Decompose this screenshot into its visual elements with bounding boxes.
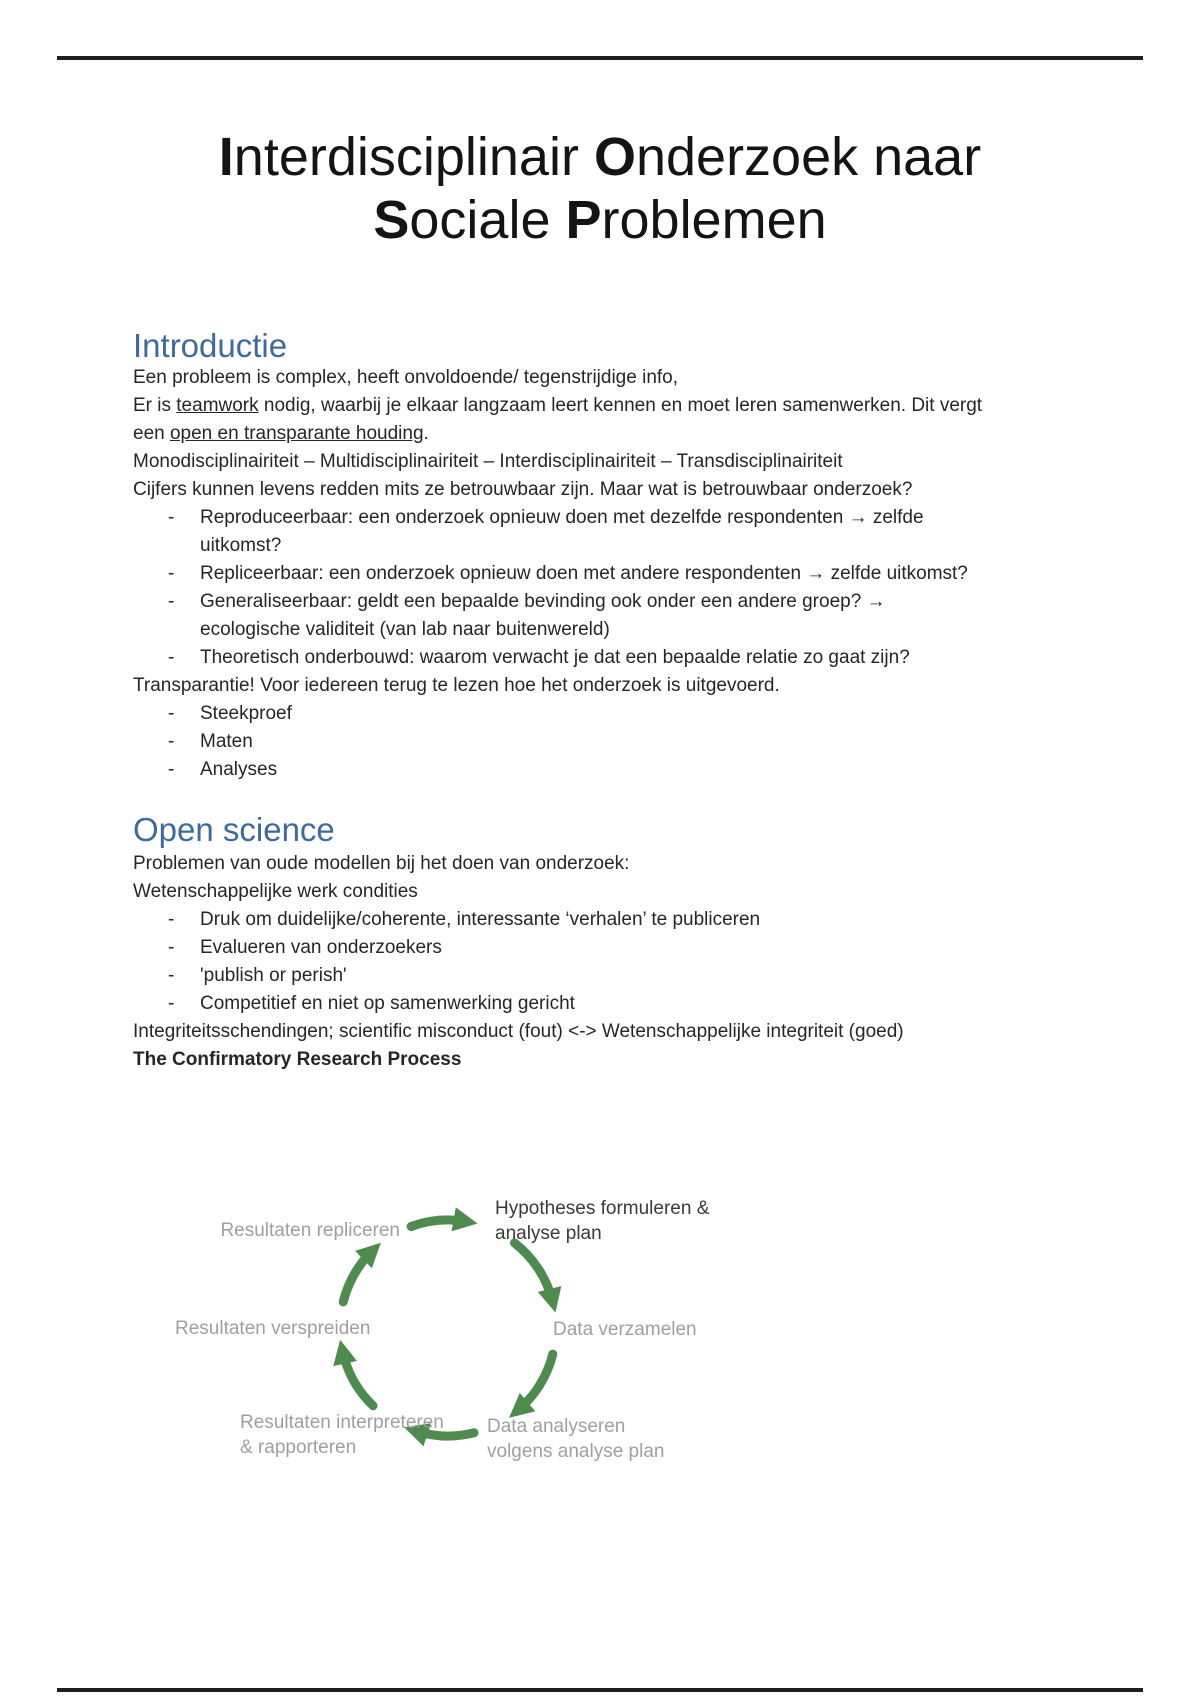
list-item-text: Maten	[200, 731, 253, 752]
list-item-text: Theoretisch onderbouwd: waarom verwacht je dat een bepaalde relatie zo gaat zijn?	[200, 647, 910, 668]
bullet-marker: -	[168, 731, 175, 752]
section-heading-open-science: Open science	[133, 811, 335, 848]
paragraph-transparantie: Transparantie! Voor iedereen terug te lezen hoe het onderzoek is uitgevoerd.	[133, 675, 780, 696]
paragraph-disciplinariteit: Monodisciplinairiteit – Multidisciplinairiteit – Interdisciplinairiteit – Transdisciplinairiteit	[133, 451, 843, 472]
bullet-list-transparantie	[133, 700, 1083, 784]
list-item-text: ecologische validiteit (van lab naar buitenwereld)	[200, 619, 610, 640]
bullet-marker: -	[168, 965, 175, 986]
list-item-text: Generaliseerbaar: geldt een bepaalde bevinding ook onder een andere groep? →	[200, 591, 886, 612]
list-item-text: Repliceerbaar: een onderzoek opnieuw doen met andere respondenten → zelfde uitkomst?	[200, 563, 968, 584]
bullet-marker: -	[168, 703, 175, 724]
list-item	[133, 700, 1083, 728]
list-item	[133, 990, 1083, 1018]
bullet-marker: -	[168, 937, 175, 958]
label-line: analyse plan	[495, 1223, 602, 1244]
list-item	[133, 906, 1083, 934]
paragraph-teamwork	[133, 392, 1083, 448]
paragraph-cijfers: Cijfers kunnen levens redden mits ze betrouwbaar zijn. Maar wat is betrouwbaar onderzoek?	[133, 479, 913, 500]
list-item-text: uitkomst?	[200, 535, 282, 556]
title-text: roblemen	[601, 190, 827, 250]
label-line: Hypotheses formuleren &	[495, 1198, 710, 1219]
underlined-text: open en transparante houding	[169, 423, 424, 444]
list-item	[133, 728, 1083, 756]
cycle-label-resultaten-verspreiden: Resultaten verspreiden	[175, 1318, 371, 1339]
list-item-text: 'publish or perish'	[200, 965, 347, 986]
arrow-left-lower	[342, 1351, 373, 1406]
label-line: Data analyseren	[487, 1416, 626, 1437]
title-line-2	[0, 189, 1200, 252]
paragraph-werkcondities: Wetenschappelijke werk condities	[133, 881, 418, 902]
bullet-marker: -	[168, 759, 175, 780]
bullet-marker: -	[168, 563, 175, 584]
cycle-label-resultaten-interpreteren	[240, 1410, 444, 1460]
label-line: volgens analyse plan	[487, 1441, 665, 1462]
title-line-1	[0, 126, 1200, 189]
document-title	[0, 126, 1200, 252]
label-line: & rapporteren	[240, 1437, 357, 1458]
title-text: nderzoek naar	[635, 127, 982, 187]
label-line: Resultaten interpreteren	[240, 1412, 444, 1433]
paragraph-integriteit: Integriteitsschendingen; scientific misconduct (fout) <-> Wetenschappelijke integriteit (goed)	[133, 1021, 904, 1042]
cycle-label-data-verzamelen: Data verzamelen	[553, 1319, 697, 1340]
paragraph-probleem: Een probleem is complex, heeft onvoldoende/ tegenstrijdige info,	[133, 367, 679, 388]
bullet-marker: -	[168, 909, 175, 930]
list-item-text: Druk om duidelijke/coherente, interessante ‘verhalen’ te publiceren	[200, 909, 761, 930]
cycle-label-hypotheses	[495, 1196, 709, 1246]
bullet-marker: -	[168, 591, 175, 612]
section-heading-introductie: Introductie	[133, 327, 288, 364]
list-item	[133, 644, 1083, 672]
diagram-heading: The Confirmatory Research Process	[133, 1049, 462, 1070]
list-item	[133, 962, 1083, 990]
text-run: nodig, waarbij je elkaar langzaam leert kennen en moet leren samenwerken. Dit vergt	[258, 395, 983, 416]
arrow-right-lower	[517, 1354, 552, 1411]
list-item	[133, 504, 1083, 560]
title-text: nterdisciplinair	[233, 127, 594, 187]
title-initial: S	[373, 190, 410, 250]
text-run: Er is	[133, 395, 177, 416]
bottom-rule	[57, 1688, 1143, 1692]
list-item	[133, 756, 1083, 784]
underlined-text: teamwork	[176, 395, 259, 416]
list-item-text: Steekproef	[200, 703, 292, 724]
list-item-text: Reproduceerbaar: een onderzoek opnieuw doen met dezelfde respondenten → zelfde	[200, 507, 924, 528]
list-item-text: Competitief en niet op samenwerking gericht	[200, 993, 575, 1014]
cycle-label-resultaten-repliceren: Resultaten repliceren	[220, 1220, 400, 1241]
arrow-left-upper	[343, 1250, 373, 1302]
top-rule	[57, 56, 1143, 60]
arrow-right-upper	[515, 1243, 553, 1302]
list-item-text: Evalueren van onderzoekers	[200, 937, 442, 958]
title-initial: P	[565, 190, 602, 250]
document-body	[133, 328, 1083, 1074]
paragraph-problemen: Problemen van oude modellen bij het doen van onderzoek:	[133, 853, 630, 874]
bullet-list-open-science	[133, 906, 1083, 1018]
text-run: .	[423, 423, 429, 444]
list-item	[133, 560, 1083, 588]
confirmatory-research-cycle-diagram	[133, 1190, 710, 1480]
title-text: ociale	[409, 190, 566, 250]
text-run: een	[133, 423, 170, 444]
arrow-top	[411, 1220, 467, 1227]
cycle-label-data-analyseren	[487, 1414, 664, 1464]
list-item-text: Analyses	[200, 759, 278, 780]
title-initial: I	[218, 127, 234, 187]
bullet-marker: -	[168, 993, 175, 1014]
bullet-marker: -	[168, 507, 175, 528]
bullet-marker: -	[168, 647, 175, 668]
title-initial: O	[593, 127, 636, 187]
bullet-list-betrouwbaarheid	[133, 504, 1083, 672]
list-item	[133, 934, 1083, 962]
list-item	[133, 588, 1083, 644]
